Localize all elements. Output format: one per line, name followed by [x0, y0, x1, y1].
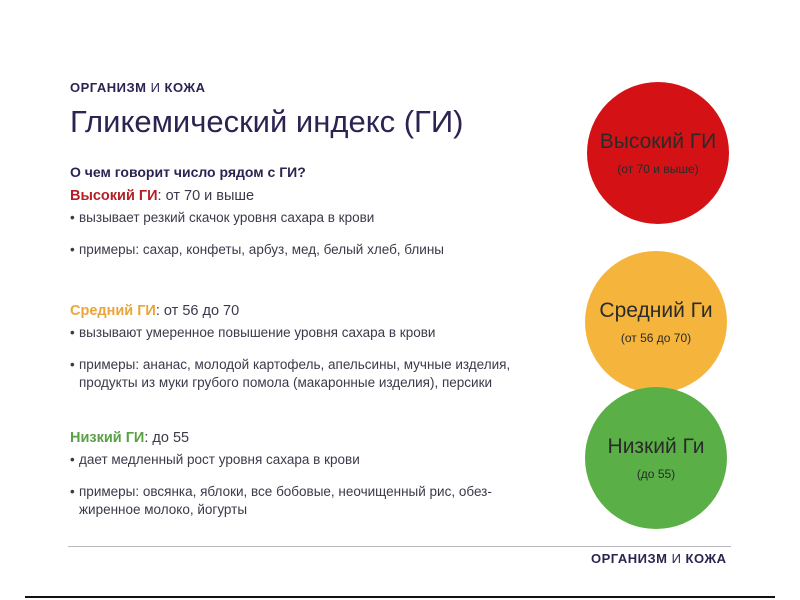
brand-word-2: И	[671, 551, 682, 566]
list-item-text: примеры: овсянка, яблоки, все бобовые, неочищенный рис, обез-жиренное молоко, йогурты	[79, 484, 492, 517]
brand-word-1: ОРГАНИЗМ	[591, 551, 668, 566]
bullet-icon: •	[70, 242, 75, 257]
list-item-text: вызывает резкий скачок уровня сахара в крови	[79, 210, 375, 225]
section-label: Низкий ГИ	[70, 430, 145, 446]
brand-word-3: КОЖА	[164, 80, 206, 95]
low-gi-circle	[585, 387, 727, 529]
brand-word-1: ОРГАНИЗМ	[70, 80, 147, 95]
section-label: Средний ГИ	[70, 303, 156, 319]
list-item-text: примеры: ананас, молодой картофель, апельсины, мучные изделия, продукты из муки грубого помола (макаронные изделия), персики	[79, 357, 511, 390]
bullet-icon: •	[70, 325, 75, 340]
list-item	[70, 241, 540, 259]
section-low-gi	[70, 430, 540, 533]
section-value: : от 56 до 70	[155, 303, 240, 319]
list-item-text: дает медленный рост уровня сахара в крови	[79, 452, 360, 467]
bottom-border-line	[25, 596, 775, 598]
section-heading	[70, 430, 540, 446]
circle-title: Средний Ги	[599, 299, 713, 322]
brand-logo-bottom	[591, 551, 727, 566]
list-item	[70, 356, 540, 392]
page-title: Гликемический индекс (ГИ)	[70, 104, 464, 139]
bullet-icon: •	[70, 484, 75, 499]
bullet-icon: •	[70, 357, 75, 372]
high-gi-circle	[587, 82, 729, 224]
list-item-text: вызывают умеренное повышение уровня сахара в крови	[79, 325, 436, 340]
circle-title: Высокий ГИ	[599, 130, 717, 153]
list-item-text: примеры: сахар, конфеты, арбуз, мед, белый хлеб, блины	[79, 242, 445, 257]
circle-title: Низкий Ги	[607, 435, 705, 458]
list-item	[70, 451, 540, 469]
section-value: : от 70 и выше	[157, 188, 255, 204]
footer-divider	[68, 546, 731, 547]
section-value: : до 55	[144, 430, 190, 446]
question-heading: О чем говорит число рядом с ГИ?	[70, 164, 306, 180]
list-item	[70, 324, 540, 342]
bullet-icon: •	[70, 210, 75, 225]
circle-subtitle: (от 70 и выше)	[617, 162, 699, 176]
section-heading	[70, 188, 540, 204]
section-heading	[70, 303, 540, 319]
list-item	[70, 209, 540, 227]
section-label: Высокий ГИ	[70, 188, 158, 204]
brand-word-2: И	[150, 80, 161, 95]
circle-subtitle: (до 55)	[636, 467, 676, 481]
bullet-icon: •	[70, 452, 75, 467]
brand-logo-top	[70, 80, 206, 95]
section-high-gi	[70, 188, 540, 273]
circle-subtitle: (от 56 до 70)	[620, 331, 692, 345]
section-medium-gi	[70, 303, 540, 406]
medium-gi-circle	[585, 251, 727, 393]
list-item	[70, 483, 540, 519]
brand-word-3: КОЖА	[685, 551, 727, 566]
